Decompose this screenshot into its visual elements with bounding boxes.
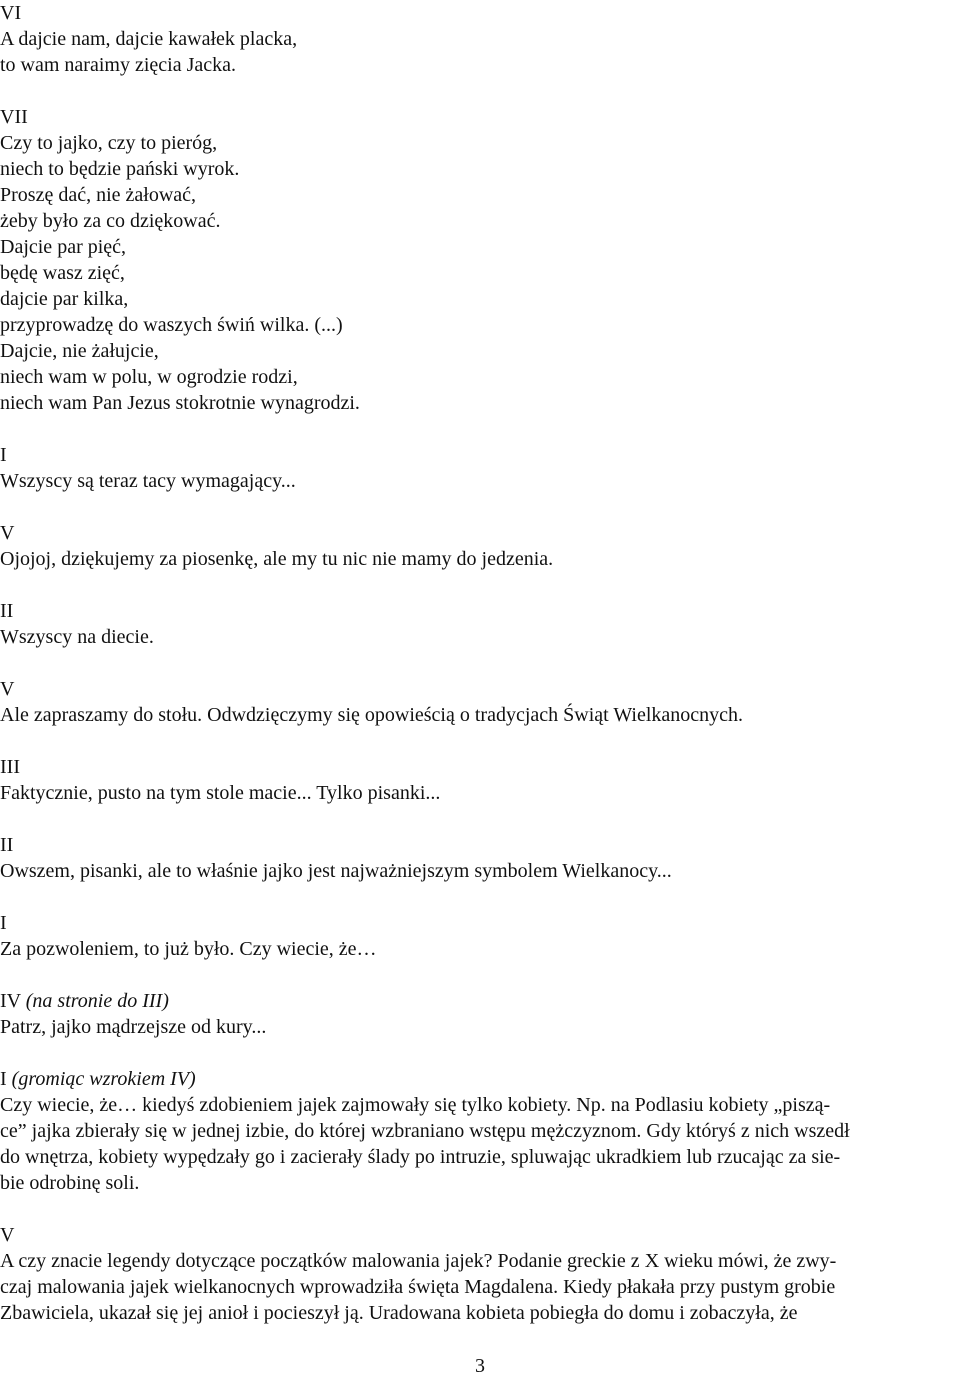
dialogue-line: Za pozwoleniem, to już było. Czy wiecie, że… (0, 938, 377, 960)
speaker-name: IV (0, 990, 21, 1012)
verse-line: niech wam Pan Jezus stokrotnie wynagrodzi. (0, 392, 360, 414)
dialogue-line: Owszem, pisanki, ale to właśnie jajko jest najważniejszym symbolem Wielkanocy... (0, 860, 672, 882)
verse-line: będę wasz zięć, (0, 262, 125, 284)
dialogue-line: Wszyscy są teraz tacy wymagający... (0, 470, 296, 492)
stage-direction: (na stronie do III) (25, 990, 169, 1012)
speaker-label: VI (0, 2, 22, 24)
speaker-label: I (0, 912, 7, 934)
speaker-label: VII (0, 106, 28, 128)
paragraph-line: Zbawiciela, ukazał się jej anioł i pocieszył ją. Uradowana kobieta pobiegła do domu i zobaczyła, że (0, 1302, 798, 1324)
dialogue-block (0, 0, 960, 78)
dialogue-block (0, 598, 960, 650)
verse-line: Dajcie, nie żałujcie, (0, 340, 159, 362)
dialogue-line: Patrz, jajko mądrzejsze od kury... (0, 1016, 267, 1038)
verse-line: niech wam w polu, w ogrodzie rodzi, (0, 366, 298, 388)
page-number: 3 (475, 1355, 485, 1377)
speaker-label: II (0, 834, 14, 856)
dialogue-block (0, 442, 960, 494)
dialogue-line: Wszyscy na diecie. (0, 626, 154, 648)
dialogue-line: Ojojoj, dziękujemy za piosenkę, ale my tu nic nie mamy do jedzenia. (0, 548, 554, 570)
speaker-label: V (0, 678, 15, 700)
speaker-label: V (0, 1224, 15, 1246)
dialogue-block (0, 1066, 960, 1196)
verse-line: Dajcie par pięć, (0, 236, 127, 258)
paragraph-line: do wnętrza, kobiety wypędzały go i zacierały ślady po intruzie, spluwając ukradkiem lub rzucając za sie- (0, 1146, 841, 1168)
stage-direction: (gromiąc wzrokiem IV) (11, 1068, 196, 1090)
dialogue-block (0, 988, 960, 1040)
speaker-label: V (0, 522, 15, 544)
verse-line: przyprowadzę do waszych świń wilka. (...) (0, 314, 343, 336)
paragraph-line: czaj malowania jajek wielkanocnych wprowadziła święta Magdalena. Kiedy płakała przy pustym grobie (0, 1276, 836, 1298)
dialogue-block (0, 754, 960, 806)
dialogue-block (0, 676, 960, 728)
speaker-label (0, 988, 960, 1014)
verse-line: niech to będzie pański wyrok. (0, 158, 240, 180)
dialogue-block (0, 104, 960, 416)
verse-line: Czy to jajko, czy to pieróg, (0, 132, 218, 154)
paragraph-line: bie odrobinę soli. (0, 1172, 140, 1194)
speaker-label (0, 1066, 960, 1092)
speaker-name: I (0, 1068, 7, 1090)
dialogue-block (0, 832, 960, 884)
speaker-label: I (0, 444, 7, 466)
paragraph-line: A czy znacie legendy dotyczące początków malowania jajek? Podanie greckie z X wieku mówi, że zwy- (0, 1250, 837, 1272)
verse-line: to wam naraimy zięcia Jacka. (0, 54, 236, 76)
dialogue-line: Ale zapraszamy do stołu. Odwdzięczymy się opowieścią o tradycjach Świąt Wielkanocnych. (0, 704, 744, 726)
paragraph-line: Czy wiecie, że… kiedyś zdobieniem jajek zajmowały się tylko kobiety. Np. na Podlasiu kobiety „piszą- (0, 1094, 831, 1116)
verse-line: dajcie par kilka, (0, 288, 129, 310)
speaker-label: III (0, 756, 20, 778)
dialogue-line: Faktycznie, pusto na tym stole macie... Tylko pisanki... (0, 782, 441, 804)
dialogue-block (0, 910, 960, 962)
paragraph-line: ce” jajka zbierały się w jednej izbie, do której wzbraniano wstępu mężczyznom. Gdy któryś z nich wszedł (0, 1120, 850, 1142)
speaker-label: II (0, 600, 14, 622)
verse-line: A dajcie nam, dajcie kawałek placka, (0, 28, 298, 50)
verse-line: żeby było za co dziękować. (0, 210, 221, 232)
verse-line: Proszę dać, nie żałować, (0, 184, 197, 206)
dialogue-block (0, 520, 960, 572)
dialogue-block (0, 1222, 960, 1326)
